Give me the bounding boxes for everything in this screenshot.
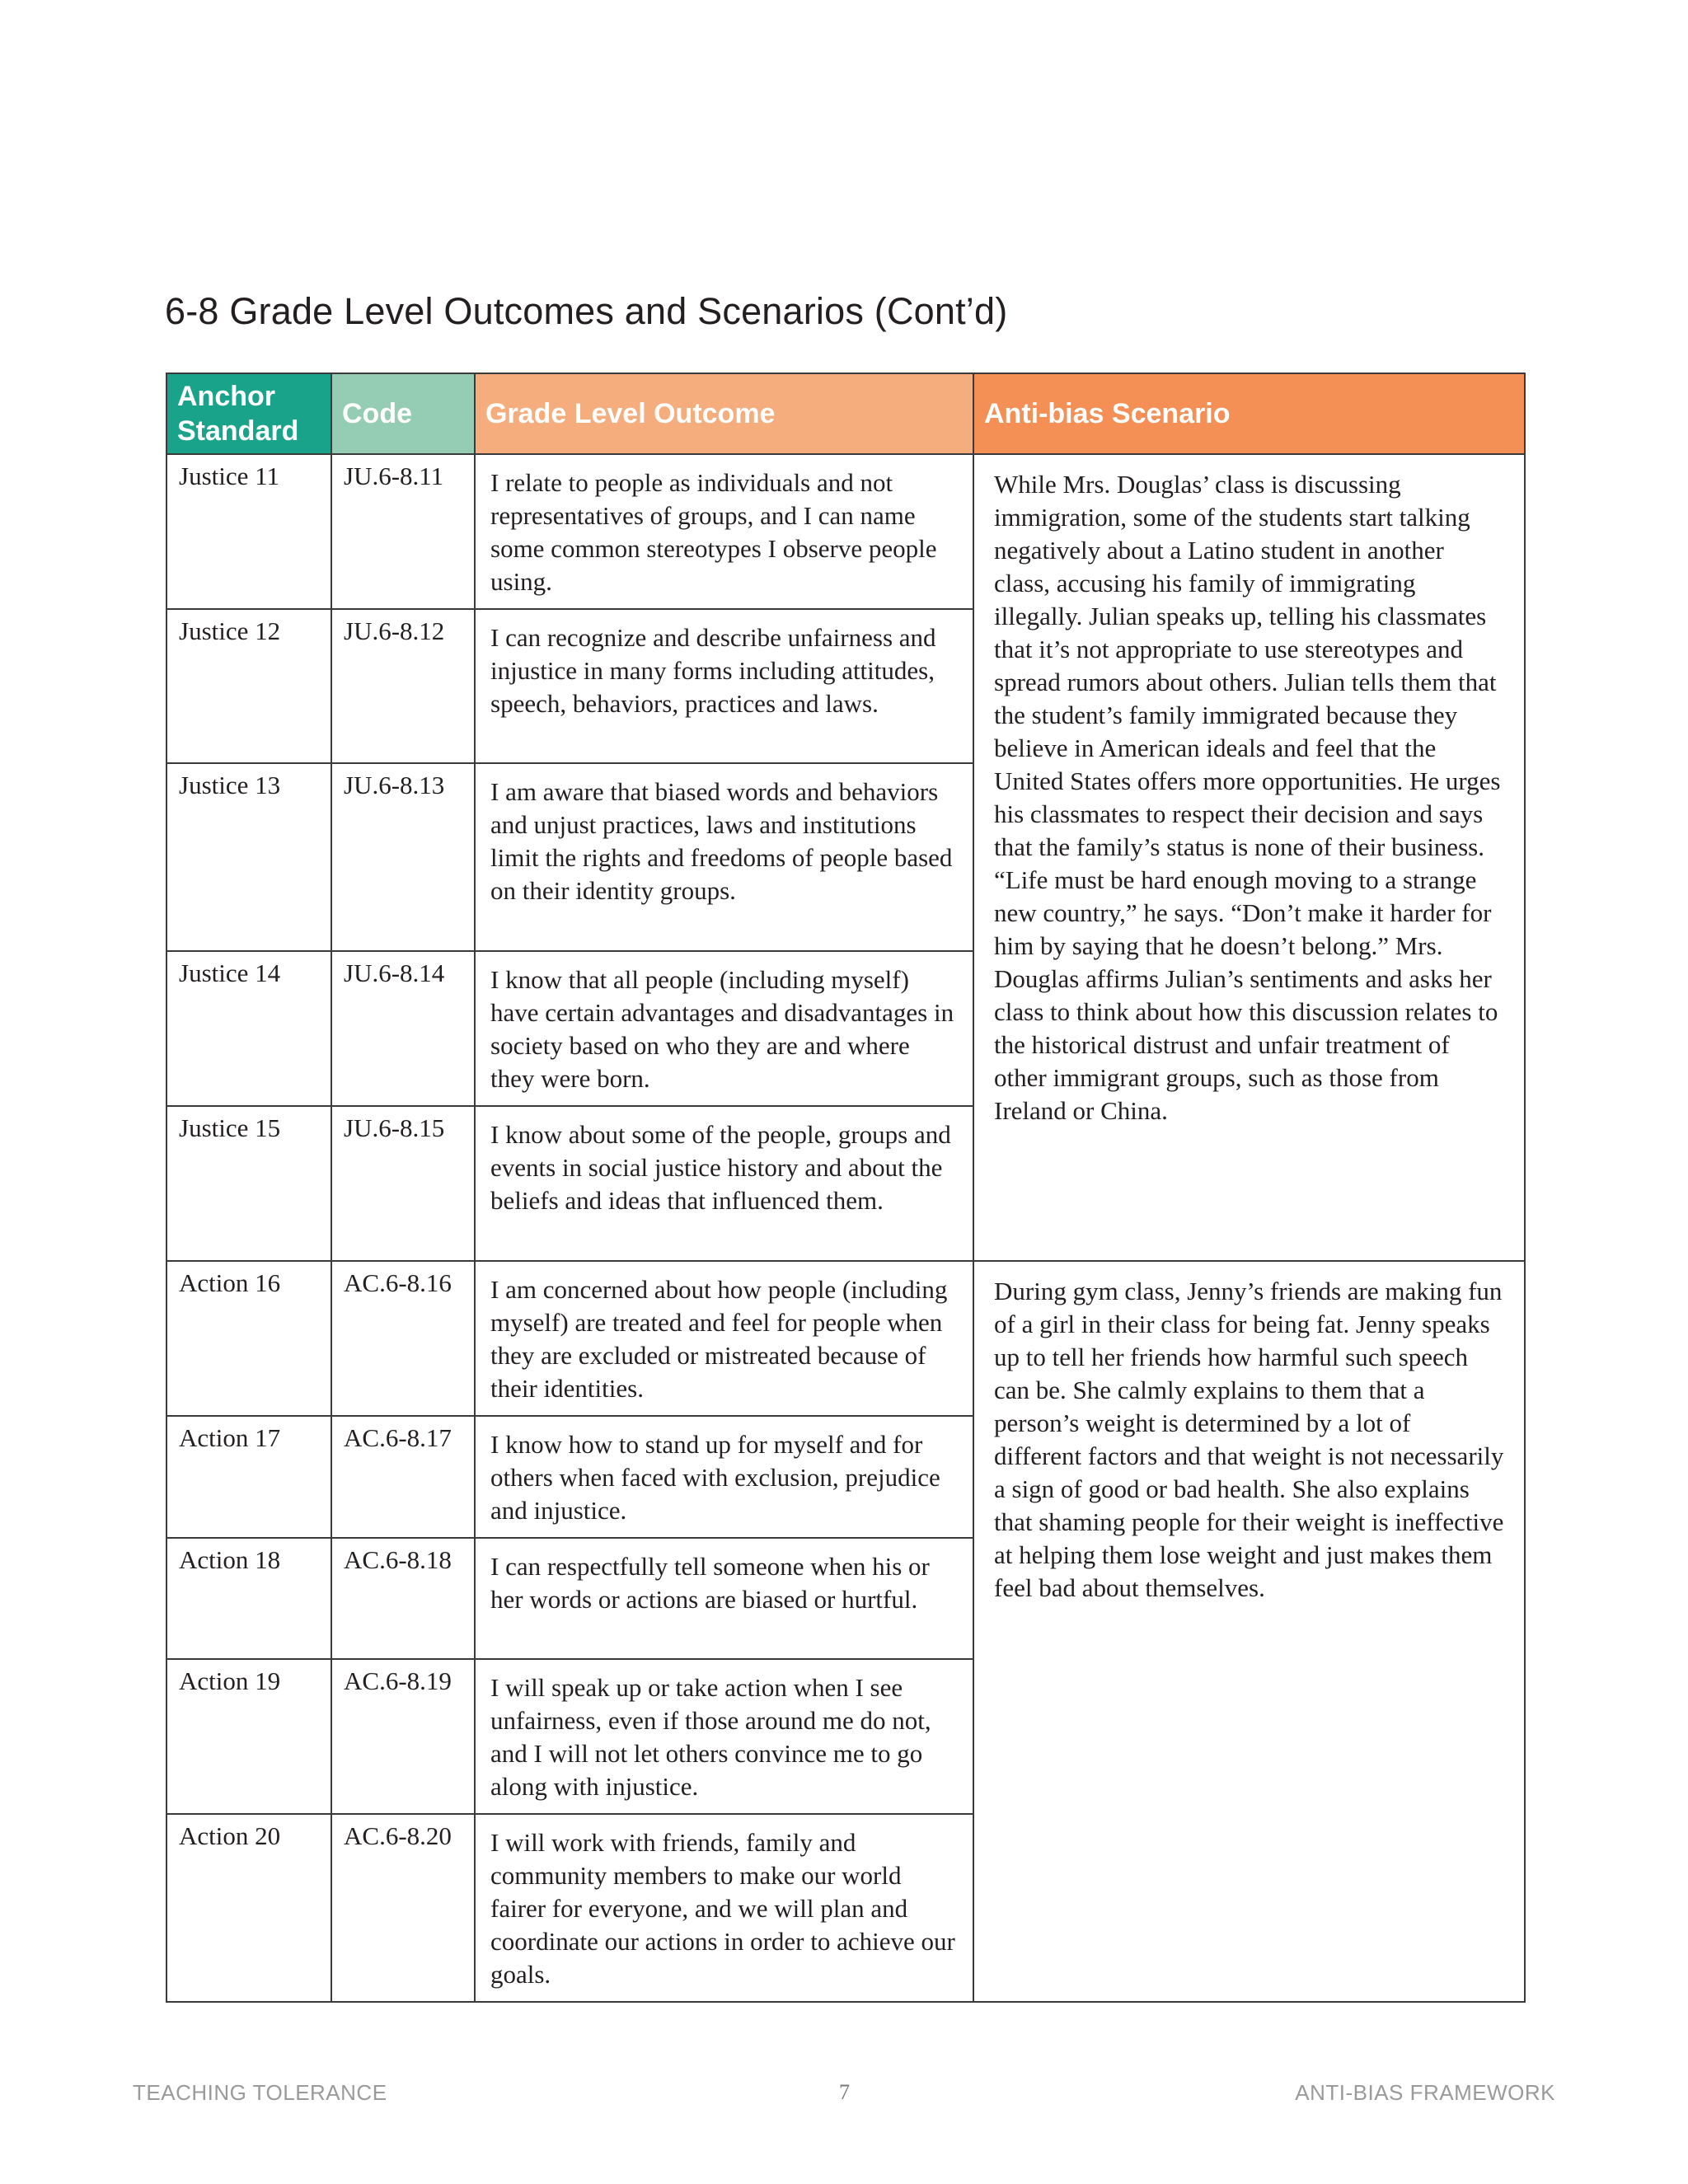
anchor-standard-cell: Justice 14: [166, 951, 331, 1106]
code-cell: JU.6-8.12: [331, 609, 475, 763]
anchor-standard-cell: Action 20: [166, 1814, 331, 2002]
code-cell: JU.6-8.11: [331, 454, 475, 609]
header-anti-bias-scenario: Anti-bias Scenario: [973, 373, 1525, 454]
outcome-cell: I will work with friends, family and community members to make our world fairer for everyone, and we will plan and coordinate our actions in order to achieve our goals.: [475, 1814, 973, 2002]
scenario-cell-justice: While Mrs. Douglas’ class is discussing immigration, some of the students start talking negatively about a Latino student in another class, accusing his family of immigrating illegally. Julian speaks up, telling his classmates that it’s not appropriate to use stereotypes and spread rumors about others. Julian tells them that the student’s family immigrated because they believe in American ideals and feel that the United States offers more opportunities. He urges his classmates to respect their decision and says that the family’s status is none of their business. “Life must be hard enough moving to a strange new country,” he says. “Don’t make it harder for him by saying that he doesn’t belong.” Mrs. Douglas affirms Julian’s sentiments and asks her class to think about how this discussion relates to the historical distrust and unfair treatment of other immigrant groups, such as those from Ireland or China.: [973, 454, 1525, 1261]
outcome-cell: I will speak up or take action when I see unfairness, even if those around me do not, and I will not let others convince me to go along with injustice.: [475, 1659, 973, 1814]
header-grade-level-outcome: Grade Level Outcome: [475, 373, 973, 454]
scenario-cell-action: During gym class, Jenny’s friends are making fun of a girl in their class for being fat. Jenny speaks up to tell her friends how harmful such speech can be. She calmly explains to them that a person’s weight is determined by a lot of different factors and that weight is not necessarily a sign of good or bad health. She also explains that shaming people for their weight is ineffective at helping them lose weight and just makes them feel bad about themselves.: [973, 1261, 1525, 2002]
anchor-standard-cell: Action 19: [166, 1659, 331, 1814]
table-row: [166, 454, 1525, 609]
footer-document-title: ANTI-BIAS FRAMEWORK: [1295, 2080, 1555, 2105]
anchor-standard-cell: Action 18: [166, 1538, 331, 1659]
anchor-standard-cell: Justice 12: [166, 609, 331, 763]
table-row: [166, 1261, 1525, 1416]
outcome-cell: I can respectfully tell someone when his or her words or actions are biased or hurtful.: [475, 1538, 973, 1659]
outcome-cell: I know that all people (including myself) have certain advantages and disadvantages in society based on who they are and where they were born.: [475, 951, 973, 1106]
outcome-cell: I am concerned about how people (including myself) are treated and feel for people when they are excluded or mistreated because of their identities.: [475, 1261, 973, 1416]
code-cell: JU.6-8.15: [331, 1106, 475, 1261]
code-cell: AC.6-8.19: [331, 1659, 475, 1814]
header-code: Code: [331, 373, 475, 454]
anchor-standard-cell: Justice 15: [166, 1106, 331, 1261]
anchor-standard-cell: Action 17: [166, 1416, 331, 1538]
outcomes-table: [166, 373, 1526, 2003]
outcome-cell: I can recognize and describe unfairness and injustice in many forms including attitudes, speech, behaviors, practices and laws.: [475, 609, 973, 763]
outcome-cell: I know how to stand up for myself and for others when faced with exclusion, prejudice and injustice.: [475, 1416, 973, 1538]
code-cell: AC.6-8.20: [331, 1814, 475, 2002]
anchor-standard-cell: Justice 11: [166, 454, 331, 609]
anchor-standard-cell: Action 16: [166, 1261, 331, 1416]
table-header-row: [166, 373, 1525, 454]
code-cell: JU.6-8.14: [331, 951, 475, 1106]
code-cell: AC.6-8.17: [331, 1416, 475, 1538]
footer-publisher: TEACHING TOLERANCE: [133, 2080, 387, 2105]
outcome-cell: I know about some of the people, groups and events in social justice history and about the beliefs and ideas that influenced them.: [475, 1106, 973, 1261]
code-cell: JU.6-8.13: [331, 763, 475, 951]
outcome-cell: I relate to people as individuals and not representatives of groups, and I can name some common stereotypes I observe people using.: [475, 454, 973, 609]
code-cell: AC.6-8.16: [331, 1261, 475, 1416]
anchor-standard-cell: Justice 13: [166, 763, 331, 951]
page-title: 6-8 Grade Level Outcomes and Scenarios (Cont’d): [165, 290, 1008, 332]
footer-page-number: 7: [839, 2080, 851, 2104]
header-anchor-standard: Anchor Standard: [166, 373, 331, 454]
code-cell: AC.6-8.18: [331, 1538, 475, 1659]
outcome-cell: I am aware that biased words and behaviors and unjust practices, laws and institutions limit the rights and freedoms of people based on their identity groups.: [475, 763, 973, 951]
